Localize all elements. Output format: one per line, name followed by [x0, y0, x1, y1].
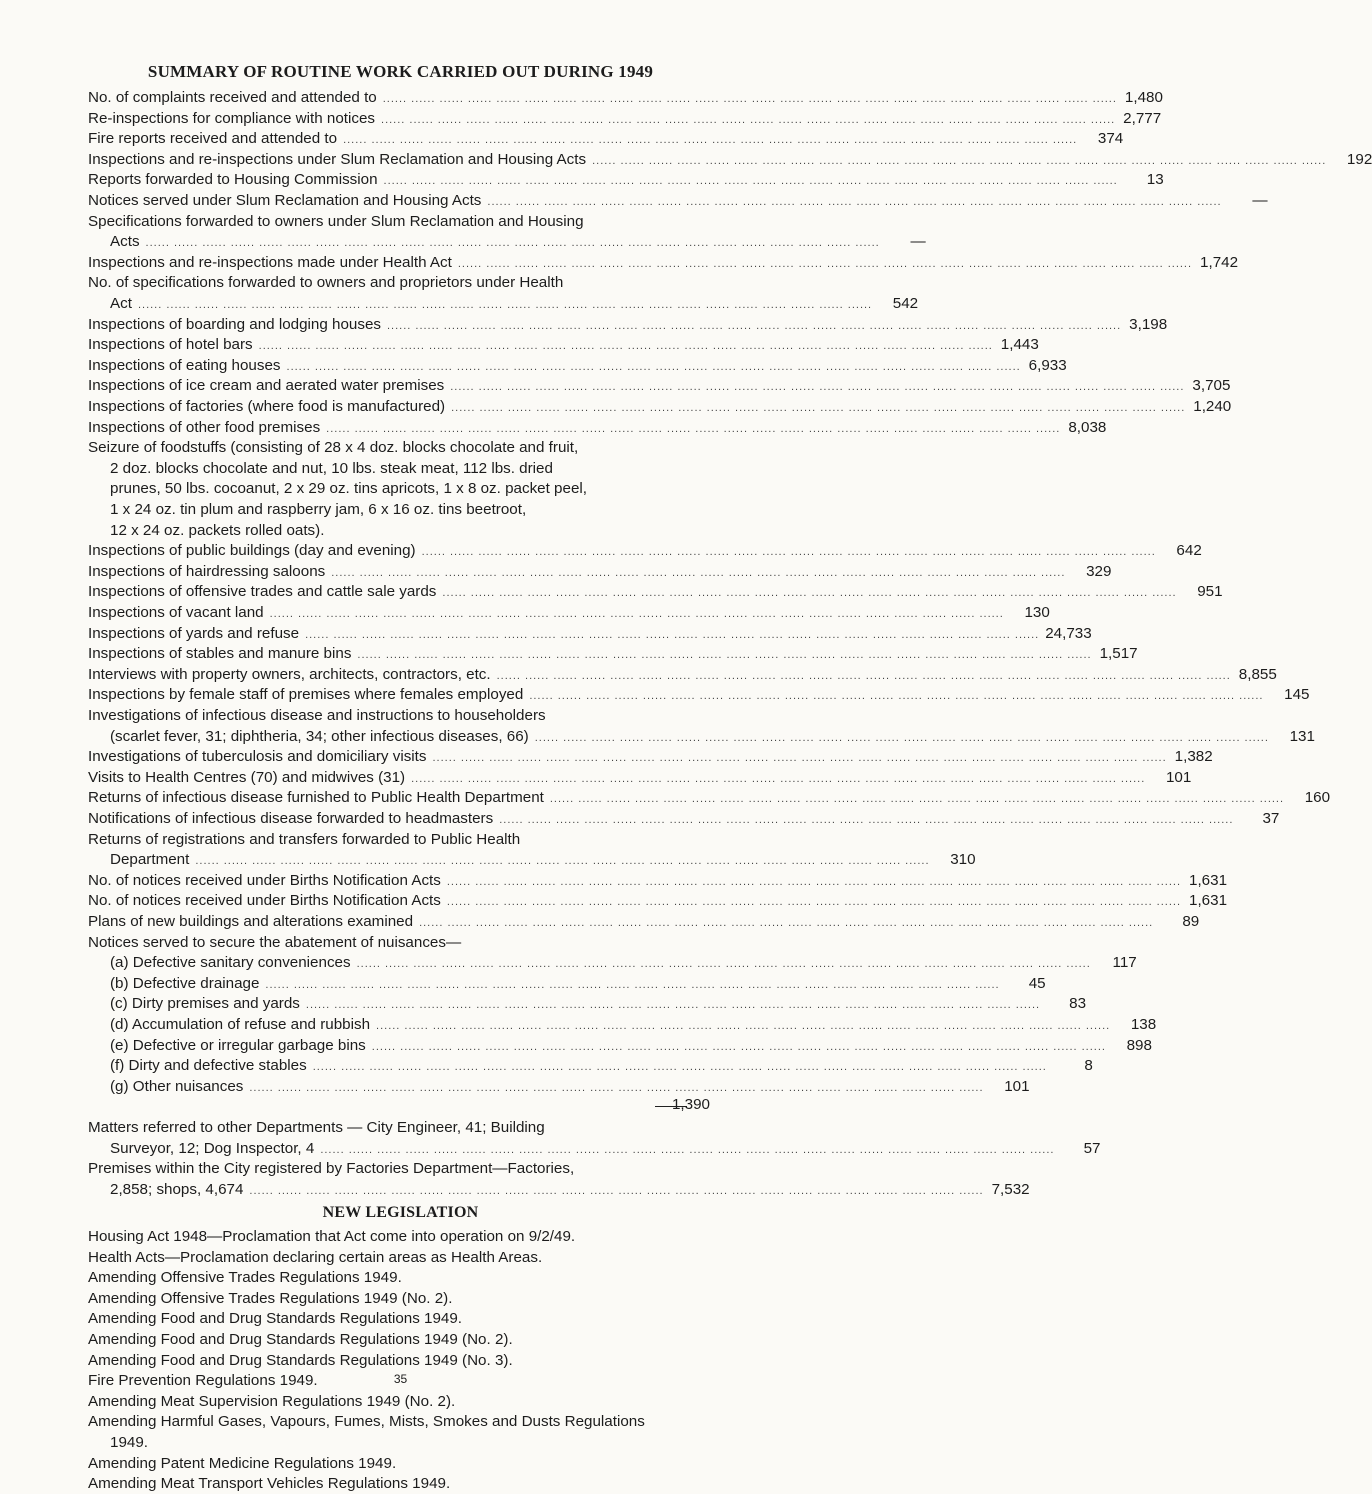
summary-row: [88, 315, 1168, 335]
leader-dots: [450, 377, 1184, 397]
summary-row: [88, 665, 1277, 685]
row-value: —: [1252, 192, 1268, 209]
summary-row: [88, 624, 1092, 644]
leader-dots: [320, 1140, 1054, 1160]
row-value: 89: [1182, 913, 1200, 930]
summary-row: [110, 1139, 1101, 1159]
row-label: No. of notices received under Births Notification Acts: [88, 871, 441, 889]
text-line: 1949.: [110, 1434, 149, 1451]
row-value: 131: [1289, 727, 1315, 745]
summary-row: [88, 418, 1107, 438]
summary-row: [110, 232, 926, 252]
row-value: 6,933: [1028, 356, 1067, 374]
leader-dots: [305, 625, 1039, 645]
leader-dots: [499, 810, 1233, 830]
row-value: 145: [1284, 686, 1310, 704]
row-value: 642: [1176, 542, 1202, 560]
text-line: Fire Prevention Regulations 1949.: [88, 1372, 318, 1390]
leader-dots: [195, 851, 929, 871]
leader-dots: [447, 872, 1181, 892]
leader-dots: [313, 1057, 1047, 1077]
row-value: 130: [1024, 604, 1050, 621]
row-value: 160: [1304, 789, 1331, 807]
row-label: Acts: [110, 233, 140, 251]
summary-row: [88, 397, 1232, 417]
row-label: Notifications of infectious disease forwarded to headmasters: [88, 810, 494, 827]
leader-dots: [535, 728, 1269, 748]
row-value: 138: [1130, 1016, 1157, 1033]
summary-row: [88, 170, 1164, 190]
row-value: 8,038: [1068, 418, 1107, 436]
row-label: (b) Defective drainage: [110, 974, 260, 992]
section-title-legislation: NEW LEGISLATION: [322, 1204, 479, 1222]
summary-row: [88, 891, 1228, 911]
row-label: (scarlet fever, 31; diphtheria, 34; other infectious diseases, 66): [110, 727, 529, 745]
row-label: Inspections by female staff of premises where females employed: [88, 686, 524, 704]
leader-dots: [529, 686, 1263, 706]
leader-dots: [383, 89, 1117, 109]
row-label: Inspections of ice cream and aerated water premises: [88, 377, 445, 395]
row-value: 83: [1069, 995, 1087, 1013]
summary-row: [88, 129, 1124, 149]
leader-dots: [372, 1037, 1106, 1057]
summary-row: [110, 974, 1046, 994]
summary-row: [88, 335, 1039, 355]
row-value: 8,855: [1238, 665, 1277, 683]
summary-row: [110, 994, 1087, 1014]
summary-row: [88, 788, 1331, 808]
row-value: 117: [1112, 954, 1137, 972]
summary-row: [88, 685, 1310, 705]
summary-row: [88, 88, 1163, 108]
row-label: Reports forwarded to Housing Commission: [88, 171, 378, 189]
summary-row: [88, 191, 1268, 211]
row-label: Inspections of boarding and lodging houses: [88, 315, 381, 333]
leader-dots: [357, 954, 1091, 974]
leader-dots: [592, 151, 1326, 171]
row-label: Inspections of hotel bars: [88, 336, 253, 354]
row-label: Fire reports received and attended to: [88, 130, 338, 148]
row-label: No. of notices received under Births Notification Acts: [88, 892, 441, 910]
leader-dots: [326, 419, 1060, 439]
leader-dots: [447, 892, 1181, 912]
summary-row: [88, 356, 1067, 376]
row-value: 2,777: [1123, 109, 1162, 127]
row-value: 192: [1346, 150, 1372, 168]
row-value: 1,742: [1200, 253, 1239, 271]
text-line: Specifications forwarded to owners under Slum Reclamation and Housing: [88, 212, 584, 230]
summary-row: [88, 376, 1231, 396]
text-line: prunes, 50 lbs. cocoanut, 2 x 29 oz. tins apricots, 1 x 8 oz. packet peel,: [110, 480, 587, 498]
text-line: Notices served to secure the abatement of nuisances—: [88, 933, 462, 951]
summary-row: [88, 747, 1213, 767]
text-line: Amending Patent Medicine Regulations 1949.: [88, 1454, 397, 1472]
leader-dots: [306, 995, 1040, 1015]
text-line: 12 x 24 oz. packets rolled oats).: [110, 521, 325, 539]
row-label: (c) Dirty premises and yards: [110, 995, 300, 1013]
summary-row: [110, 1015, 1157, 1035]
row-label: Visits to Health Centres (70) and midwives (31): [88, 768, 406, 786]
text-line: Matters referred to other Departments — City Engineer, 41; Building: [88, 1119, 545, 1136]
row-label: Inspections and re-inspections made under Health Act: [88, 253, 452, 271]
summary-row: [110, 1077, 1030, 1097]
text-line: Amending Meat Transport Vehicles Regulations 1949.: [88, 1475, 451, 1493]
row-label: (d) Accumulation of refuse and rubbish: [110, 1016, 371, 1033]
row-value: 101: [1004, 1077, 1030, 1095]
summary-row: [110, 294, 919, 314]
row-label: Re-inspections for compliance with notices: [88, 109, 376, 127]
summary-row: [88, 582, 1223, 602]
summary-row: [88, 871, 1228, 891]
summary-row: [88, 768, 1192, 788]
row-label: Notices served under Slum Reclamation and Housing Acts: [88, 192, 482, 209]
leader-dots: [249, 1078, 983, 1098]
text-line: No. of specifications forwarded to owners and proprietors under Health: [88, 274, 564, 292]
summary-row: [110, 727, 1315, 747]
row-label: (f) Dirty and defective stables: [110, 1057, 307, 1075]
text-line: Investigations of infectious disease and instructions to householders: [88, 707, 546, 724]
row-label: Inspections of offensive trades and cattle sale yards: [88, 583, 437, 601]
leader-dots: [487, 192, 1221, 212]
row-label: No. of complaints received and attended to: [88, 89, 377, 106]
row-value: 1,480: [1124, 89, 1163, 106]
nuisances-total: 1,390: [671, 1096, 710, 1114]
row-value: 329: [1086, 562, 1112, 580]
row-value: 24,733: [1045, 624, 1092, 642]
summary-row: [110, 850, 976, 870]
leader-dots: [433, 748, 1167, 768]
text-line: Amending Meat Supervision Regulations 1949 (No. 2).: [88, 1392, 456, 1410]
text-line: Amending Food and Drug Standards Regulations 1949 (No. 3).: [88, 1351, 513, 1369]
summary-row: [88, 809, 1280, 829]
row-value: 374: [1097, 130, 1124, 148]
row-label: Inspections of public buildings (day and evening): [88, 542, 416, 560]
leader-dots: [265, 975, 999, 995]
row-value: 101: [1165, 768, 1192, 786]
row-value: 310: [950, 851, 976, 869]
row-label: Inspections and re-inspections under Slum Reclamation and Housing Acts: [88, 150, 587, 168]
row-label: Inspections of stables and manure bins: [88, 645, 352, 663]
summary-row: [88, 562, 1112, 582]
row-value: 1,631: [1189, 871, 1228, 889]
row-label: Inspections of hairdressing saloons: [88, 562, 326, 580]
row-label: (e) Defective or irregular garbage bins: [110, 1036, 366, 1054]
row-value: 8: [1084, 1057, 1093, 1075]
page-title: SUMMARY OF ROUTINE WORK CARRIED OUT DURING 1949: [147, 62, 654, 81]
text-line: 2 doz. blocks chocolate and nut, 10 lbs. steak meat, 112 lbs. dried: [110, 459, 553, 477]
summary-row: [110, 1180, 1030, 1200]
row-label: Plans of new buildings and alterations examined: [88, 913, 414, 930]
row-value: 1,240: [1193, 398, 1232, 415]
row-label: Inspections of eating houses: [88, 356, 281, 374]
text-line: Housing Act 1948—Proclamation that Act come into operation on 9/2/49.: [88, 1228, 576, 1245]
leader-dots: [387, 316, 1121, 336]
text-line: 1 x 24 oz. tin plum and raspberry jam, 6 x 16 oz. tins beetroot,: [110, 501, 527, 518]
text-line: Returns of registrations and transfers forwarded to Public Health: [88, 830, 521, 848]
row-label: Returns of infectious disease furnished to Public Health Department: [88, 789, 544, 807]
summary-row: [88, 109, 1162, 129]
text-line: Premises within the City registered by Factories Department—Factories,: [88, 1160, 575, 1178]
leader-dots: [497, 666, 1231, 686]
leader-dots: [451, 398, 1185, 418]
summary-row: [88, 541, 1202, 561]
summary-row: [110, 1056, 1093, 1076]
row-value: 898: [1126, 1036, 1152, 1054]
row-value: 7,532: [991, 1180, 1030, 1198]
row-value: 1,517: [1099, 645, 1138, 663]
row-label: (g) Other nuisances: [110, 1077, 244, 1095]
leader-dots: [287, 357, 1021, 377]
text-line: Amending Food and Drug Standards Regulations 1949.: [88, 1310, 463, 1328]
row-value: 951: [1197, 583, 1223, 601]
row-value: 1,382: [1174, 748, 1213, 766]
summary-row: [88, 912, 1200, 932]
leader-dots: [422, 542, 1156, 562]
summary-row: [88, 253, 1239, 273]
row-label: Department: [110, 851, 190, 869]
row-value: 1,631: [1189, 892, 1228, 910]
row-label: Inspections of yards and refuse: [88, 624, 300, 642]
row-label: Investigations of tuberculosis and domiciliary visits: [88, 748, 427, 766]
row-value: 3,198: [1129, 315, 1168, 333]
summary-row: [88, 644, 1138, 664]
leader-dots: [270, 604, 1004, 624]
text-line: Amending Offensive Trades Regulations 1949.: [88, 1269, 402, 1287]
text-line: Seizure of foodstuffs (consisting of 28 x 4 doz. blocks chocolate and fruit,: [88, 439, 579, 457]
leader-dots: [331, 563, 1065, 583]
leader-dots: [138, 295, 872, 315]
summary-row: [110, 953, 1137, 973]
text-line: Health Acts—Proclamation declaring certain areas as Health Areas.: [88, 1248, 543, 1266]
row-value: 3,705: [1192, 377, 1231, 395]
row-value: 1,443: [1000, 336, 1039, 354]
leader-dots: [343, 130, 1077, 150]
leader-dots: [259, 336, 993, 356]
row-value: 542: [892, 295, 919, 312]
row-label: 2,858; shops, 4,674: [110, 1180, 244, 1198]
text-line: Amending Offensive Trades Regulations 1949 (No. 2).: [88, 1289, 453, 1307]
leader-dots: [381, 110, 1115, 130]
row-label: (a) Defective sanitary conveniences: [110, 954, 351, 972]
summary-row: [110, 1036, 1152, 1056]
leader-dots: [357, 645, 1091, 665]
leader-dots: [384, 171, 1118, 191]
leader-dots: [411, 769, 1145, 789]
row-label: Act: [110, 295, 132, 312]
summary-row: [88, 603, 1050, 623]
leader-dots: [146, 233, 880, 253]
row-label: Inspections of vacant land: [88, 604, 264, 621]
row-value: —: [910, 233, 926, 251]
leader-dots: [442, 583, 1176, 603]
text-line: Amending Food and Drug Standards Regulations 1949 (No. 2).: [88, 1331, 513, 1348]
text-line: Amending Harmful Gases, Vapours, Fumes, Mists, Smokes and Dusts Regulations: [88, 1413, 645, 1431]
row-label: Surveyor, 12; Dog Inspector, 4: [110, 1139, 315, 1157]
row-value: 37: [1262, 810, 1280, 827]
leader-dots: [458, 254, 1192, 274]
row-value: 13: [1146, 171, 1164, 189]
leader-dots: [249, 1181, 983, 1201]
leader-dots: [550, 789, 1284, 809]
summary-row: [88, 150, 1372, 170]
row-value: 45: [1028, 974, 1046, 992]
row-label: Interviews with property owners, architects, contractors, etc.: [88, 665, 491, 683]
leader-dots: [376, 1016, 1110, 1036]
page-number: 35: [393, 1372, 408, 1386]
row-label: Inspections of other food premises: [88, 418, 321, 436]
leader-dots: [419, 913, 1153, 933]
row-label: Inspections of factories (where food is manufactured): [88, 398, 446, 415]
row-value: 57: [1083, 1139, 1101, 1157]
